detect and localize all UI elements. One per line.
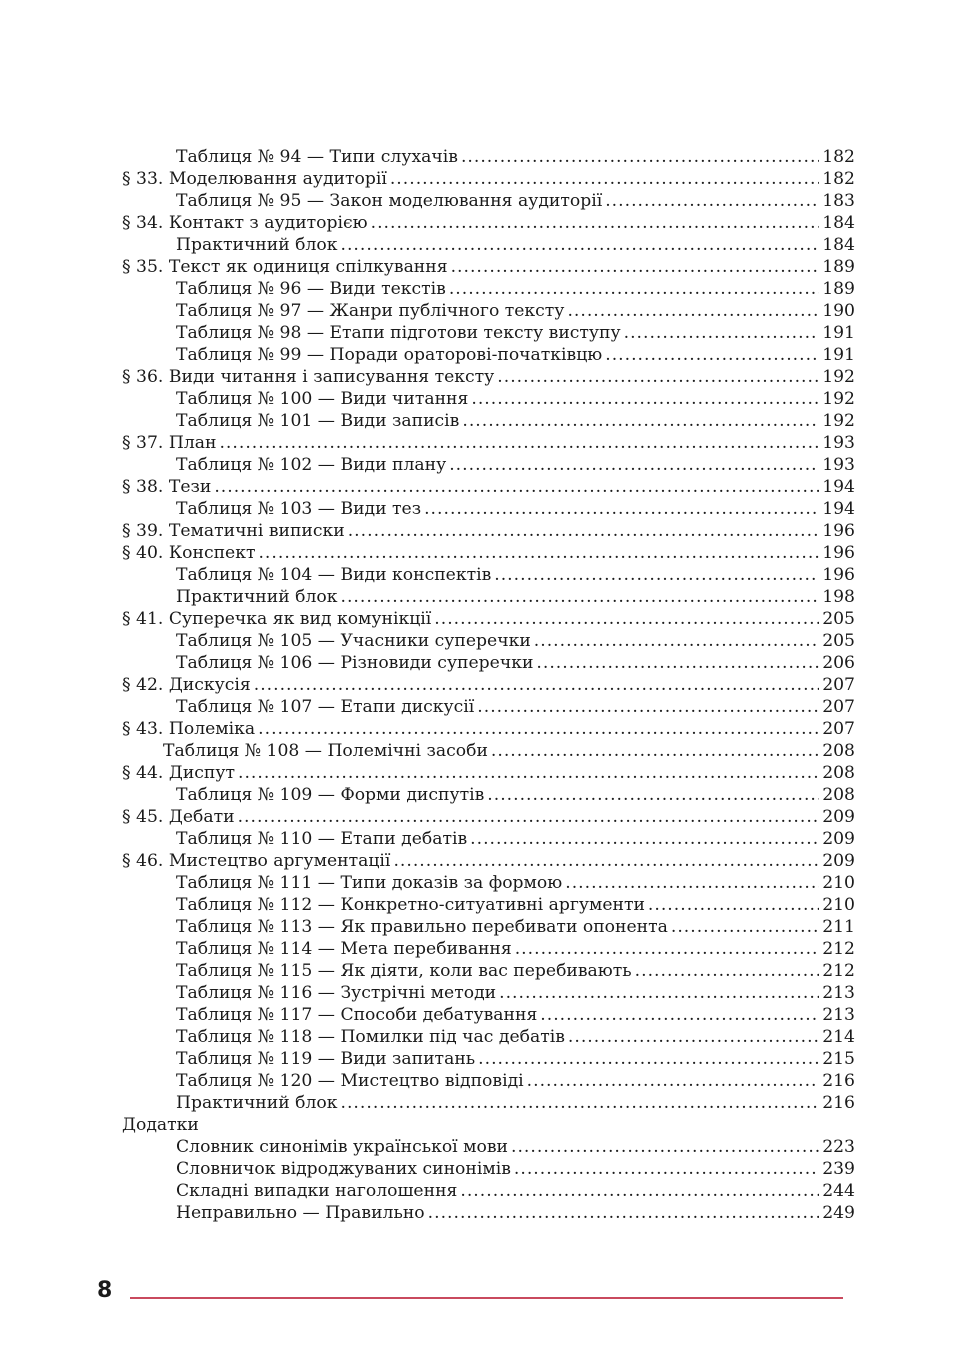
toc-entry-title: § 41. Суперечка як вид комунікції [122,609,432,629]
toc-page-number: 207 [822,719,855,739]
toc-page-number: 211 [822,917,855,937]
toc-page-number: 239 [822,1159,855,1179]
toc-dot-leader [514,1158,819,1180]
toc-section-entry [122,718,855,740]
toc-page-number: 192 [822,367,855,387]
toc-subentry [122,1180,855,1202]
toc-dot-leader [214,476,819,498]
toc-page-number: 216 [822,1071,855,1091]
toc-dot-leader [341,586,820,608]
toc-entry-title: Таблиця № 99 — Поради ораторові-початківцю [176,345,603,365]
table-of-contents [122,146,855,1224]
toc-page-number: 194 [822,499,855,519]
toc-entry-title: Таблиця № 120 — Мистецтво відповіді [176,1071,524,1091]
toc-page-number: 191 [822,323,855,343]
toc-dot-leader [461,146,819,168]
toc-dot-leader [341,1092,820,1114]
toc-dot-leader [460,1180,819,1202]
toc-dot-leader [238,762,819,784]
toc-dot-leader [449,454,819,476]
toc-page-number: 196 [822,565,855,585]
toc-entry-title: Таблиця № 94 — Типи слухачів [176,147,458,167]
toc-entry-title: § 44. Диспут [122,763,235,783]
toc-page-number: 198 [822,587,855,607]
toc-entry-title: Таблиця № 115 — Як діяти, коли вас перебивають [176,961,632,981]
toc-page-number: 189 [822,279,855,299]
toc-page-number: 193 [822,455,855,475]
toc-subentry [122,586,855,608]
toc-dot-leader [471,388,819,410]
toc-subentry [122,278,855,300]
toc-entry-title: Таблиця № 112 — Конкретно-ситуативні аргументи [176,895,645,915]
toc-dot-leader [434,608,819,630]
toc-page-number: 208 [822,785,855,805]
toc-section-entry [122,432,855,454]
toc-section-entry [122,476,855,498]
toc-page-number: 194 [822,477,855,497]
toc-dot-leader [540,1004,819,1026]
toc-page-number: 216 [822,1093,855,1113]
toc-page-number: 205 [822,631,855,651]
toc-entry-title: Таблиця № 116 — Зустрічні методи [176,983,497,1003]
toc-dot-leader [568,1026,819,1048]
toc-page-number: 205 [822,609,855,629]
toc-entry-title: Таблиця № 107 — Етапи дискусії [176,697,475,717]
toc-page-number: 182 [822,147,855,167]
toc-section-entry [122,806,855,828]
toc-entry-title: Таблиця № 111 — Типи доказів за формою [176,873,563,893]
toc-entry-title: Таблиця № 100 — Види читання [176,389,469,409]
toc-subentry [122,1026,855,1048]
toc-entry-title: Таблиця № 103 — Види тез [176,499,422,519]
toc-entry-title: Словничок відроджуваних синонімів [176,1159,511,1179]
page-number: 8 [97,1278,113,1303]
toc-section-entry [122,366,855,388]
toc-entry-title: Таблиця № 105 — Учасники суперечки [176,631,531,651]
toc-page-number: 212 [822,939,855,959]
toc-page-number: 209 [822,807,855,827]
toc-entry-title: § 33. Моделювання аудиторії [122,169,387,189]
toc-dot-leader [527,1070,820,1092]
toc-dot-leader [470,828,819,850]
toc-subentry [122,982,855,1004]
toc-dot-leader [477,696,819,718]
toc-dot-leader [449,278,819,300]
toc-entry-title: Таблиця № 108 — Полемічні засоби [163,741,488,761]
toc-dot-leader [254,674,819,696]
toc-subentry [122,872,855,894]
toc-entry-title: § 37. План [122,433,217,453]
toc-dot-leader [624,322,820,344]
toc-dot-leader [511,1136,819,1158]
toc-page-number: 189 [822,257,855,277]
toc-page-number: 183 [822,191,855,211]
toc-subentry [122,1070,855,1092]
toc-page-number: 212 [822,961,855,981]
toc-subentry [122,344,855,366]
toc-dot-leader [451,256,820,278]
toc-dot-leader [534,630,819,652]
toc-dot-leader [499,982,819,1004]
toc-page-number: 192 [822,411,855,431]
toc-entry-title: Таблиця № 110 — Етапи дебатів [176,829,468,849]
toc-entry-title: Таблиця № 114 — Мета перебивання [176,939,512,959]
toc-section-entry [122,608,855,630]
toc-page-number: 215 [822,1049,855,1069]
toc-page-number: 209 [822,851,855,871]
toc-section-entry [122,762,855,784]
toc-page-number: 184 [822,235,855,255]
toc-entry-title: Словник синонімів української мови [176,1137,508,1157]
toc-entry-title: § 35. Текст як одиниця спілкування [122,257,448,277]
toc-dot-leader [491,740,819,762]
toc-page-number: 192 [822,389,855,409]
toc-page-number: 249 [822,1203,855,1223]
toc-entry-title: Таблиця № 118 — Помилки під час дебатів [176,1027,565,1047]
toc-subentry [122,784,855,806]
toc-subentry [122,498,855,520]
toc-page-number: 210 [822,873,855,893]
toc-subentry [122,146,855,168]
toc-subentry [122,652,855,674]
toc-dot-leader [497,366,819,388]
toc-dot-leader [348,520,819,542]
toc-subentry [122,1136,855,1158]
toc-dot-leader [371,212,820,234]
toc-subentry [122,916,855,938]
toc-subentry [122,1092,855,1114]
toc-entry-title: Таблиця № 109 — Форми диспутів [176,785,485,805]
toc-page-number: 207 [822,697,855,717]
toc-dot-leader [605,344,819,366]
toc-section-entry [122,1114,855,1136]
toc-page-number: 213 [822,1005,855,1025]
toc-subentry [122,1158,855,1180]
toc-section-entry [122,520,855,542]
toc-dot-leader [258,718,819,740]
toc-entry-title: Складні випадки наголошення [176,1181,458,1201]
toc-dot-leader [424,498,819,520]
toc-entry-title: § 42. Дискусія [122,675,251,695]
toc-section-entry [122,256,855,278]
toc-subentry [122,938,855,960]
toc-page-number: 207 [822,675,855,695]
toc-dot-leader [393,850,819,872]
toc-entry-title: § 40. Конспект [122,543,256,563]
toc-subentry [122,1048,855,1070]
toc-page-number: 214 [822,1027,855,1047]
toc-subentry [122,740,855,762]
toc-page-number: 244 [822,1181,855,1201]
toc-entry-title: § 39. Тематичні виписки [122,521,345,541]
toc-dot-leader [494,564,819,586]
toc-subentry [122,322,855,344]
toc-section-entry [122,674,855,696]
toc-entry-title: Таблиця № 101 — Види записів [176,411,460,431]
toc-entry-title: § 45. Дебати [122,807,235,827]
toc-section-entry [122,168,855,190]
toc-page-number: 206 [822,653,855,673]
toc-subentry [122,696,855,718]
toc-entry-title: Таблиця № 96 — Види текстів [176,279,446,299]
toc-entry-title: § 38. Тези [122,477,212,497]
toc-page-number: 193 [822,433,855,453]
toc-entry-title: Таблиця № 97 — Жанри публічного тексту [176,301,565,321]
toc-entry-title: Неправильно — Правильно [176,1203,425,1223]
toc-subentry [122,1004,855,1026]
toc-entry-title: § 43. Полеміка [122,719,256,739]
toc-subentry [122,894,855,916]
toc-entry-title: Практичний блок [176,587,338,607]
toc-page-number: 184 [822,213,855,233]
toc-dot-leader [536,652,819,674]
toc-entry-title: Таблиця № 106 — Різновиди суперечки [176,653,534,673]
toc-subentry [122,1202,855,1224]
toc-entry-title: Таблиця № 113 — Як правильно перебивати опонента [176,917,668,937]
toc-entry-title: § 34. Контакт з аудиторією [122,213,368,233]
toc-dot-leader [462,410,819,432]
toc-page-number: 208 [822,741,855,761]
toc-section-entry [122,542,855,564]
toc-entry-title: § 46. Мистецтво аргументації [122,851,391,871]
toc-dot-leader [487,784,819,806]
toc-subentry [122,454,855,476]
toc-subentry [122,300,855,322]
toc-subentry [122,960,855,982]
toc-dot-leader [478,1048,819,1070]
toc-entry-title: Таблиця № 98 — Етапи підготови тексту виступу [176,323,621,343]
toc-page-number: 209 [822,829,855,849]
toc-page-number: 213 [822,983,855,1003]
toc-subentry [122,234,855,256]
toc-page-number: 208 [822,763,855,783]
toc-entry-title: Таблиця № 102 — Види плану [176,455,447,475]
toc-entry-title: Додатки [122,1115,199,1135]
toc-dot-leader [428,1202,820,1224]
footer-rule [130,1297,843,1299]
toc-page-number: 196 [822,521,855,541]
toc-dot-leader [565,872,819,894]
toc-entry-title: Таблиця № 119 — Види запитань [176,1049,476,1069]
toc-entry-title: Таблиця № 95 — Закон моделювання аудиторії [176,191,603,211]
toc-page-number: 210 [822,895,855,915]
toc-subentry [122,630,855,652]
toc-dot-leader [635,960,820,982]
toc-page-number: 223 [822,1137,855,1157]
toc-entry-title: Таблиця № 104 — Види конспектів [176,565,492,585]
toc-dot-leader [258,542,819,564]
toc-entry-title: Практичний блок [176,1093,338,1113]
toc-subentry [122,388,855,410]
toc-entry-title: § 36. Види читання і записування тексту [122,367,495,387]
toc-subentry [122,190,855,212]
toc-dot-leader [648,894,819,916]
toc-section-entry [122,850,855,872]
toc-dot-leader [238,806,820,828]
toc-subentry [122,410,855,432]
toc-dot-leader [515,938,819,960]
toc-dot-leader [567,300,819,322]
toc-page-number: 182 [822,169,855,189]
toc-page-number: 190 [822,301,855,321]
toc-dot-leader [341,234,820,256]
toc-dot-leader [671,916,819,938]
toc-subentry [122,828,855,850]
toc-page-number: 196 [822,543,855,563]
toc-subentry [122,564,855,586]
toc-section-entry [122,212,855,234]
toc-entry-title: Таблиця № 117 — Способи дебатування [176,1005,538,1025]
toc-dot-leader [390,168,819,190]
toc-dot-leader [219,432,819,454]
toc-entry-title: Практичний блок [176,235,338,255]
toc-dot-leader [605,190,819,212]
toc-page-number: 191 [822,345,855,365]
